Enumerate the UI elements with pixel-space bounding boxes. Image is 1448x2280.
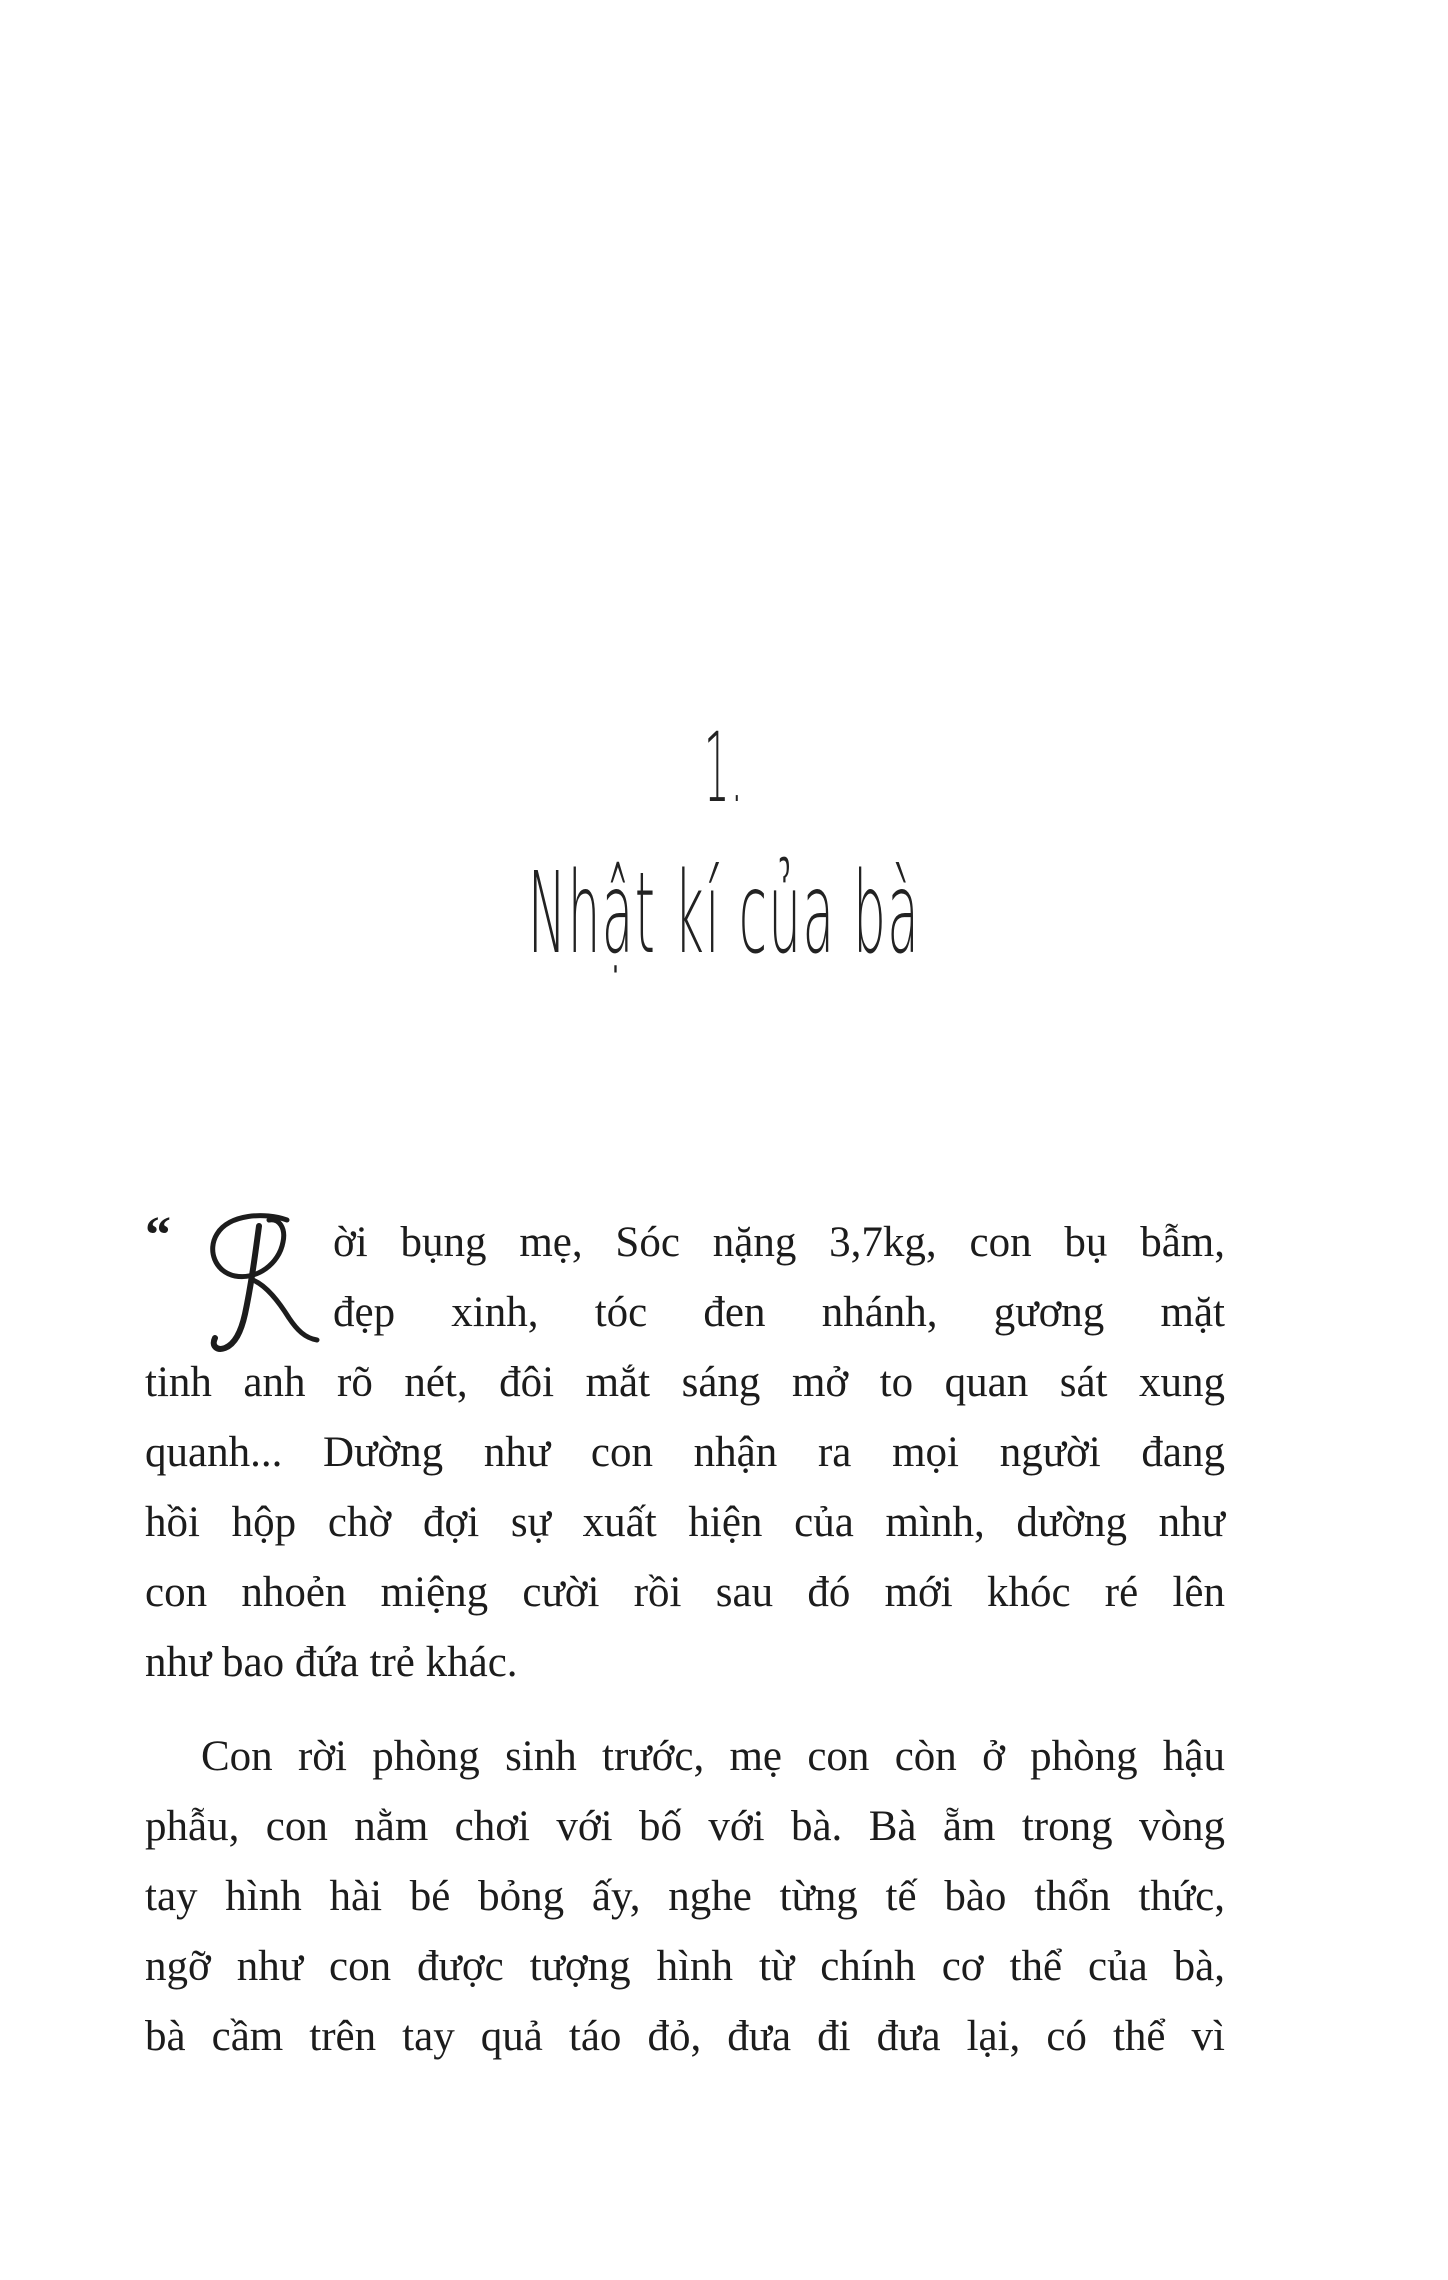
- text-line: quanh... Dường như con nhận ra mọi người đang: [145, 1429, 1225, 1476]
- chapter-body: [145, 1208, 1225, 2072]
- text-line: ngỡ như con được tượng hình từ chính cơ thể của bà,: [145, 1943, 1225, 1990]
- paragraph-2: [145, 1722, 1225, 2072]
- text-line: ời bụng mẹ, Sóc nặng 3,7kg, con bụ bẫm,: [333, 1219, 1225, 1266]
- text-line: tinh anh rõ nét, đôi mắt sáng mở to quan sát xung: [145, 1359, 1225, 1406]
- text-line: hồi hộp chờ đợi sự xuất hiện của mình, dường như: [145, 1499, 1225, 1546]
- text-line: như bao đứa trẻ khác.: [145, 1639, 518, 1686]
- opening-quote-mark: “: [145, 1207, 171, 1264]
- chapter-title: Nhật kí của bà: [527, 849, 921, 979]
- drop-cap-letter-r: [195, 1206, 327, 1356]
- text-line: đẹp xinh, tóc đen nhánh, gương mặt: [333, 1289, 1225, 1336]
- drop-cap: [195, 1206, 327, 1346]
- chapter-number: 1.: [703, 712, 745, 824]
- text-line: tay hình hài bé bỏng ấy, nghe từng tế bào thổn thức,: [145, 1873, 1225, 1920]
- text-line: Con rời phòng sinh trước, mẹ con còn ở phòng hậu: [201, 1733, 1225, 1780]
- paragraph-1: [145, 1208, 1225, 1698]
- text-line: bà cầm trên tay quả táo đỏ, đưa đi đưa lại, có thể vì: [145, 2013, 1225, 2060]
- text-line: phẫu, con nằm chơi với bố với bà. Bà ẵm trong vòng: [145, 1803, 1225, 1850]
- text-line: con nhoẻn miệng cười rồi sau đó mới khóc ré lên: [145, 1569, 1225, 1616]
